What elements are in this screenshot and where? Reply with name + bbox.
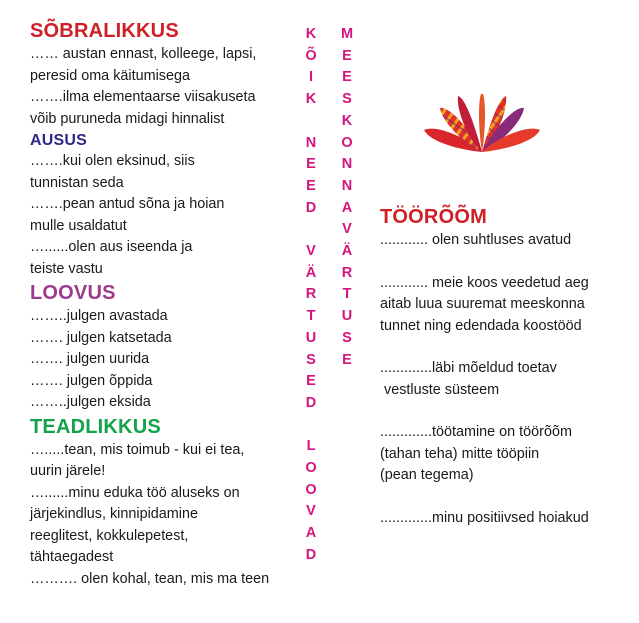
vertical-letter: V: [306, 243, 316, 260]
vertical-letter: E: [306, 177, 316, 194]
section-sobralikkus: [30, 18, 300, 130]
section-line: ……..julgen avastada: [30, 308, 168, 324]
vertical-letter: E: [342, 351, 352, 368]
section-line: …......minu eduka töö aluseks on: [30, 484, 240, 501]
vertical-letter: R: [341, 264, 353, 281]
section-line: …….pean antud sõna ja hoian: [30, 196, 225, 212]
section-line: ….....tean, mis toimub - kui ei tea,: [30, 441, 245, 458]
flower-logo: [424, 94, 540, 156]
section-line: tähtaegadest: [30, 549, 114, 565]
vertical-letter: I: [308, 69, 314, 86]
vertical-letter: N: [341, 156, 353, 173]
vertical-letter: O: [341, 134, 353, 151]
tooroom-line: tunnet ning edendada koostööd: [380, 317, 582, 334]
tooroom-item: [380, 422, 635, 487]
vertical-letter: V: [342, 221, 352, 238]
section-line: järjekindlus, kinnipidamine: [30, 506, 198, 522]
vertical-text-koik-need-vaartused-loovad: [303, 24, 319, 567]
tooroom-line: .............minu positiivsed hoiakud: [380, 509, 589, 526]
vertical-letter: V: [306, 503, 316, 520]
vertical-letter: Ä: [305, 264, 317, 281]
tooroom-line: ............ meie koos veedetud aeg: [380, 274, 589, 291]
section-title: TEADLIKKUS: [30, 415, 161, 438]
vertical-space: [303, 219, 319, 241]
vertical-letter: E: [306, 156, 316, 173]
section-title: LOOVUS: [30, 282, 116, 304]
section-title: TÖÖRÕÕM: [380, 206, 487, 228]
section-line: tunnistan seda: [30, 174, 124, 191]
vertical-letter: Ä: [341, 243, 353, 260]
tooroom-line: ............ olen suhtluses avatud: [380, 232, 572, 248]
vertical-letter: E: [306, 373, 316, 390]
vertical-letter: E: [342, 47, 352, 64]
vertical-letter: N: [341, 177, 353, 194]
vertical-text-meeskonnavaartuse: [339, 24, 355, 371]
values-column: [30, 18, 300, 590]
vertical-letter: O: [305, 481, 317, 498]
vertical-letter: E: [342, 69, 352, 86]
vertical-letter: M: [340, 26, 354, 42]
vertical-letter: K: [341, 112, 353, 129]
vertical-letter: L: [306, 438, 316, 455]
section-line: …......olen aus iseenda ja: [30, 239, 193, 255]
vertical-letter: O: [305, 460, 317, 477]
vertical-letter: K: [305, 91, 317, 108]
section-loovus: [30, 280, 300, 414]
section-line: peresid oma käitumisega: [30, 67, 190, 84]
section-line: teiste vastu: [30, 260, 103, 277]
tooroom-line: .............läbi mõeldud toetav: [380, 360, 557, 376]
section-title: AUSUS: [30, 132, 88, 149]
section-line: ……. julgen uurida: [30, 351, 150, 367]
vertical-letter: A: [341, 199, 353, 216]
vertical-letter: S: [342, 329, 352, 346]
vertical-letter: T: [342, 286, 352, 303]
vertical-letter: R: [305, 286, 317, 303]
vertical-letter: N: [305, 134, 317, 151]
vertical-letter: A: [305, 525, 317, 542]
section-line: …….kui olen eksinud, siis: [30, 153, 195, 169]
vertical-letter: D: [305, 394, 317, 411]
tooroom-item: [380, 358, 635, 401]
section-line: uurin järele!: [30, 463, 106, 479]
vertical-letter: S: [306, 351, 316, 368]
vertical-letter: U: [341, 308, 353, 325]
section-line: ……. julgen katsetada: [30, 329, 172, 346]
vertical-space: [303, 111, 319, 133]
tooroom-line: vestluste süsteem: [380, 381, 500, 398]
tooroom-item: [380, 230, 635, 252]
section-line: ……..julgen eksida: [30, 394, 151, 410]
section-line: mulle usaldatut: [30, 217, 127, 234]
section-line: ……. julgen õppida: [30, 372, 153, 389]
section-line: võib puruneda midagi hinnalist: [30, 110, 225, 127]
vertical-space: [303, 415, 319, 437]
vertical-letter: D: [305, 199, 317, 216]
vertical-letter: K: [305, 26, 317, 42]
section-teadlikkus: [30, 414, 300, 591]
section-ausus: [30, 130, 300, 280]
section-line: …….ilma elementaarse viisakuseta: [30, 89, 256, 105]
tooroom-item: [380, 273, 635, 338]
section-line: ………. olen kohal, tean, mis ma teen: [30, 570, 270, 587]
tooroom-line: (pean tegema): [380, 467, 474, 483]
tooroom-item: [380, 508, 635, 530]
section-line: reeglitest, kokkulepetest,: [30, 527, 189, 544]
vertical-letter: S: [342, 91, 352, 108]
section-line: …… austan ennast, kolleege, lapsi,: [30, 46, 257, 62]
vertical-letter: Õ: [305, 47, 317, 64]
tooroom-line: .............töötamine on töörõõm: [380, 424, 572, 440]
tooroom-line: (tahan teha) mitte tööpiin: [380, 445, 540, 462]
vertical-letter: D: [305, 546, 317, 563]
vertical-letter: T: [306, 308, 316, 325]
section-title: SÕBRALIKKUS: [30, 20, 179, 42]
tooroom-line: aitab luua suuremat meeskonna: [380, 296, 585, 312]
tooroom-column: [380, 204, 635, 529]
vertical-letter: U: [305, 329, 317, 346]
logo-petal: [479, 94, 485, 152]
